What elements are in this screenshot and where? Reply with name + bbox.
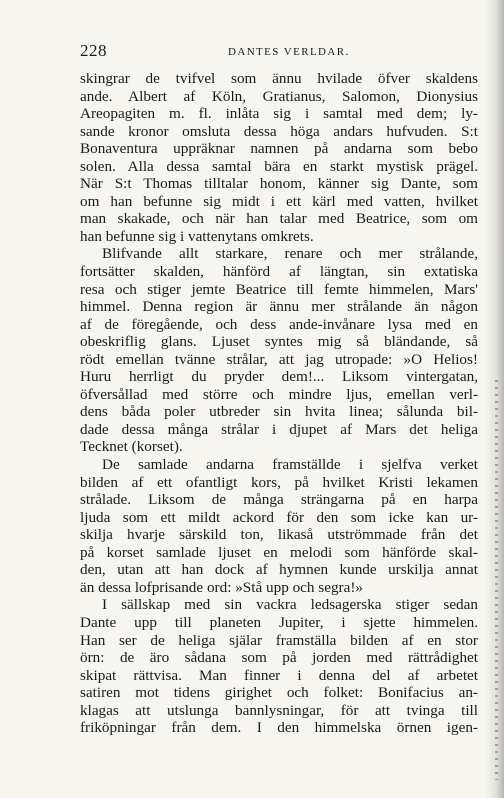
text-line: När S:t Thomas tilltalar honom, känner sig Dante, som <box>80 175 478 193</box>
body-text <box>80 70 478 737</box>
text-line: dade dessa många strålar i djupet af Mars det heliga <box>80 420 478 438</box>
text-line: ande. Albert af Köln, Gratianus, Salomon, Dionysius <box>80 87 478 105</box>
running-head: DANTES VERLDAR. <box>228 46 350 58</box>
text-line: skingrar de tvifvel som ännu hvilade öfver skaldens <box>80 70 478 87</box>
text-line: fortsätter skalden, hänförd af längtan, sin extatiska <box>80 263 478 281</box>
text-line: om han befunne sig midt i ett kärl med vatten, hvilket <box>80 192 478 210</box>
page-number: 228 <box>80 41 107 60</box>
text-line: på korset samlade ljuset en melodi som hänförde skal- <box>80 543 478 561</box>
text-line: han befunne sig i vattenytans omkrets. <box>80 227 314 245</box>
text-line: Huru herrligt du pryder dem!... Liksom vintergatan, <box>80 368 478 386</box>
text-line: än dessa lofprisande ord: »Stå upp och segra!» <box>80 578 364 596</box>
text-line: skipat rättvisa. Man finner i denna del af arbetet <box>80 666 478 684</box>
text-line: dens båda poler utbreder sin hvita linea; sålunda bil- <box>80 403 478 421</box>
text-line: Han ser de heliga själar framställa bilden af en stor <box>80 631 478 649</box>
text-line: man skakade, och när han talar med Beatrice, som om <box>80 210 478 228</box>
text-line: örn: de äro sådana som på jorden med rättrådighet <box>80 649 478 667</box>
text-line: Tecknet (korset). <box>80 438 183 456</box>
text-line: den, utan att han dock af hymnen kunde urskilja annat <box>80 561 478 579</box>
text-line: obeskriflig glans. Ljuset syntes mig så bländande, så <box>80 333 478 351</box>
text-line: bilden af ett ofantligt kors, på hvilket Kristi lekamen <box>80 473 478 491</box>
text-line: skilja hvarje särskild ton, likaså utströmmade från det <box>80 526 478 544</box>
text-line: himmel. Denna region är ännu mer strålande än någon <box>80 298 478 316</box>
text-line: De samlade andarna framställde i sjelfva verket <box>102 456 478 474</box>
text-line: Bonaventura uppräknar namnen på andarna som bebo <box>80 140 478 158</box>
text-line: satiren mot tidens girighet och folket: Bonifacius an- <box>80 684 478 702</box>
text-line: solen. Alla dessa samtal bära en starkt mystisk prägel. <box>80 157 478 175</box>
page-header <box>80 41 476 61</box>
text-line: Dante upp till planeten Jupiter, i sjette himmelen. <box>80 613 478 631</box>
text-line: resa och stiger jemte Beatrice till femte himmelen, Mars' <box>80 280 478 298</box>
text-line: strålade. Liksom de många strängarna på en harpa <box>80 491 478 509</box>
text-line: af de föregående, och dess ande-invånare lysa med en <box>80 315 478 333</box>
text-line: sande kronor omsluta dessa höga andars hufvuden. S:t <box>80 122 478 140</box>
text-line: Areopagiten m. fl. inlåta sig i samtal med dem; ly- <box>80 105 478 123</box>
text-line: ljuda som ett mildt ackord för den som icke kan ur- <box>80 508 478 526</box>
text-line: Blifvande allt starkare, renare och mer strålande, <box>102 245 478 263</box>
text-line: friköpningar från dem. I den himmelska örnen igen- <box>80 719 478 737</box>
text-line: rödt emellan tvänne strålar, att jag utropade: »O Helios! <box>80 350 478 368</box>
text-line: öfversållad med större och mindre ljus, emellan verl- <box>80 385 478 403</box>
text-line: I sällskap med sin vackra ledsagerska stiger sedan <box>102 596 478 614</box>
page-edge-shadow <box>486 0 504 798</box>
text-line: klagas att utslunga bannlysningar, för att tvinga till <box>80 701 478 719</box>
